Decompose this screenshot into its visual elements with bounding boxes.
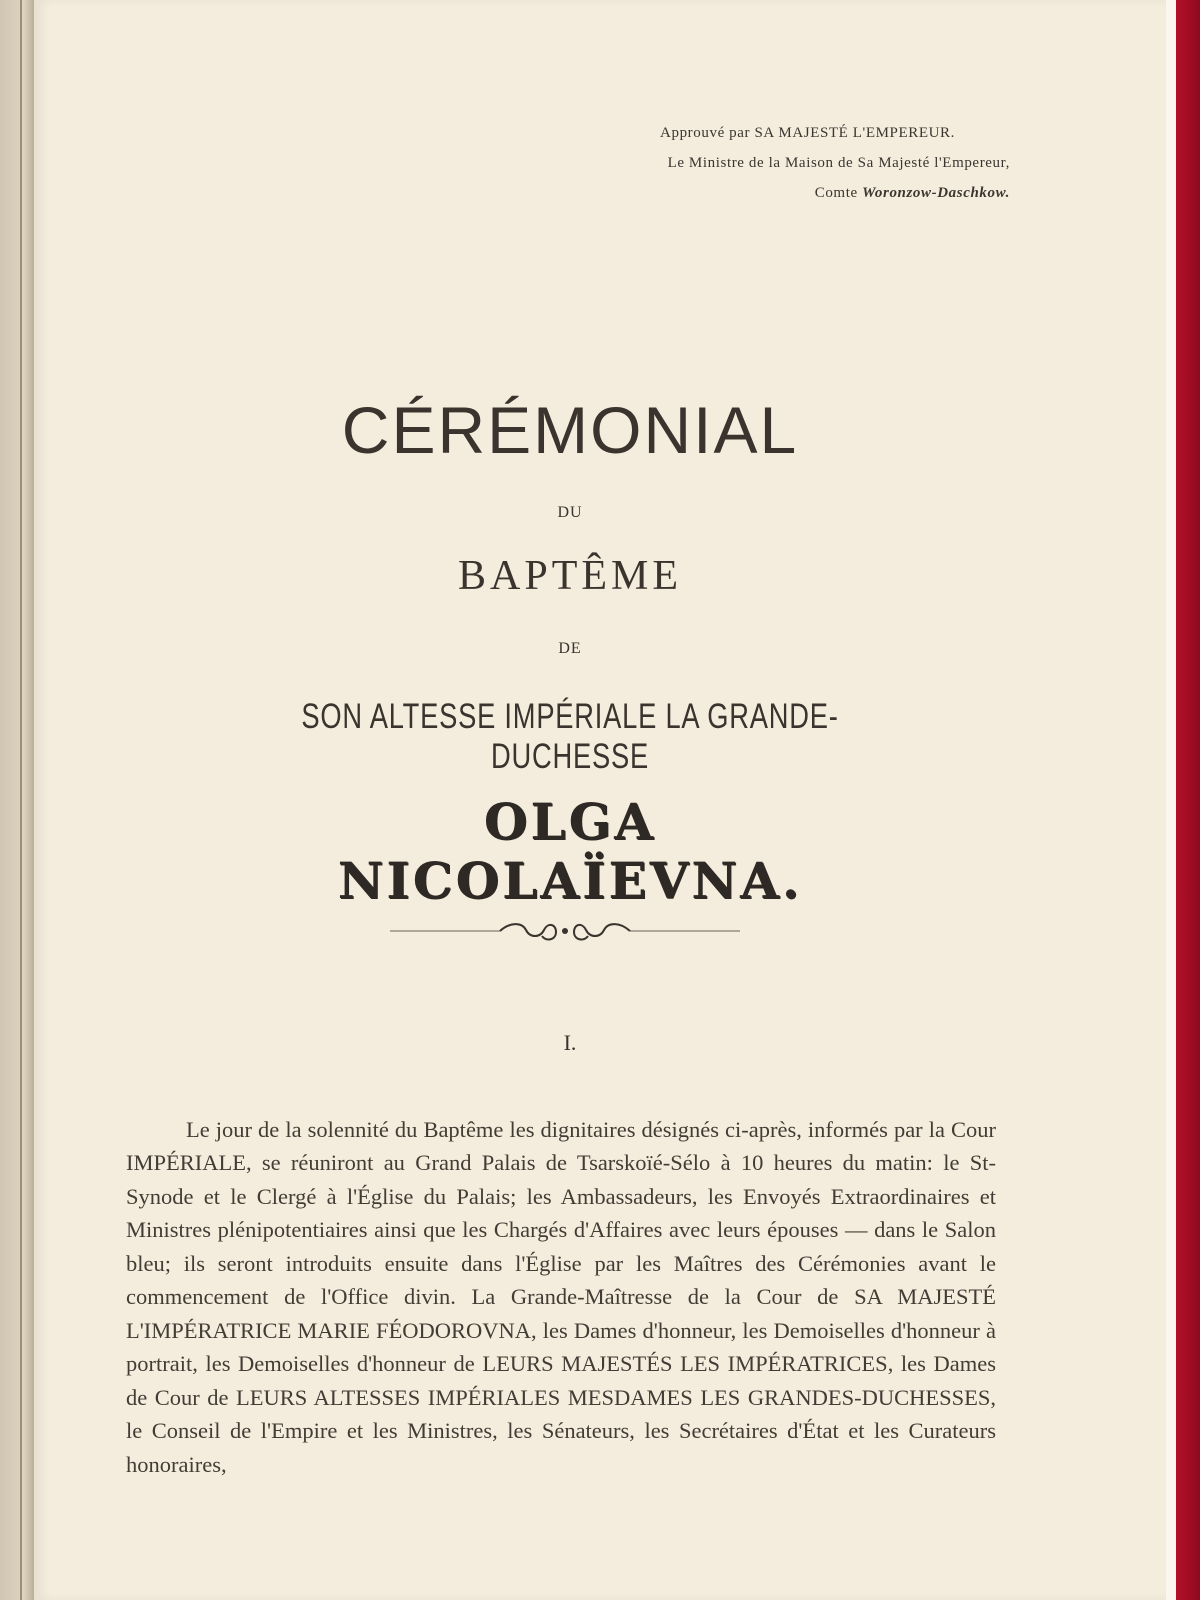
binding-margin [0, 0, 34, 1600]
title-altesse: SON ALTESSE IMPÉRIALE LA GRANDE-DUCHESSE [301, 697, 839, 776]
section-number: I. [563, 1030, 577, 1055]
page-edge [1166, 0, 1176, 1600]
approval-line: Approuvé par SA MAJESTÉ L'EMPEREUR. [660, 125, 955, 141]
title-connector-de: DE [558, 640, 582, 657]
minister-line: Le Ministre de la Maison de Sa Majesté l'Empereur, [667, 155, 1010, 171]
approval-block [660, 118, 1010, 208]
signatory-name: Woronzow-Daschkow. [862, 185, 1010, 201]
flourish-ornament [390, 916, 740, 946]
page-title: CÉRÉMONIAL [341, 393, 799, 467]
title-connector-du: DU [557, 504, 583, 521]
signatory-title: Comte [814, 185, 858, 201]
body-paragraph: Le jour de la solennité du Baptême les dignitaires désignés ci-après, informés par la Cour IMPÉRIALE, se réuniront au Grand Palais de Tsarskoïé-Sélo à 10 heures du matin: le St-Synode et le Clergé à l'Église du Palais; les Ambassadeurs, les Envoyés Extraordinaires et Ministres plénipotentiaires ainsi que les Chargés d'Affaires avec leurs épouses — dans le Salon bleu; ils seront introduits ensuite dans l'Église par les Maîtres des Cérémonies avant le commencement de l'Office divin. La Grande-Maîtresse de la Cour de SA MAJESTÉ L'IMPÉRATRICE MARIE FÉODOROVNA, les Dames d'honneur, les Demoiselles d'honneur à portrait, les Demoiselles d'honneur de LEURS MAJESTÉS LES IMPÉRATRICES, les Dames de Cour de LEURS ALTESSES IMPÉRIALES MESDAMES LES GRANDES-DUCHESSES, le Conseil de l'Empire et les Ministres, les Sénateurs, les Secrétaires d'État et les Curateurs honoraires, [126, 1116, 996, 1477]
title-name: OLGA NICOLAÏEVNA. [337, 792, 803, 910]
title-bapteme: BAPTÊME [457, 553, 682, 599]
signatory-line [660, 178, 1010, 208]
margin-rule [20, 0, 22, 1600]
red-cover-edge [1176, 0, 1200, 1600]
